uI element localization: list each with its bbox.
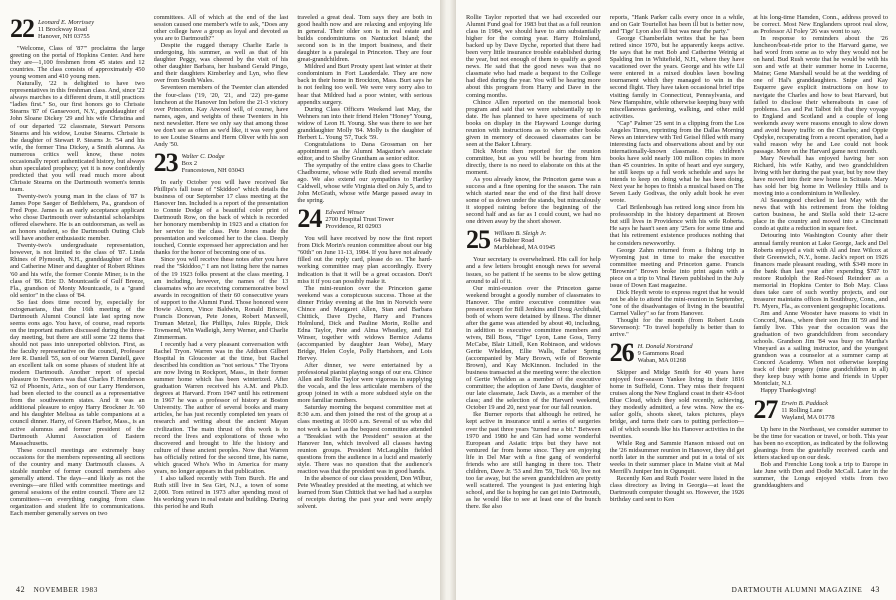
class-secretary-address xyxy=(38,18,94,40)
city: Marblehead, MA 01945 xyxy=(494,244,556,252)
issue-date: NOVEMBER 1983 xyxy=(33,586,98,594)
paragraph: Detouring into Washington County after their annual family reunion at Lake George, Jack and Del Roberts enjoyed a visit with Al and Inez Wilcox at their Greenwich, N.Y., home. Jack's report on 1926 finances made pleasant reading, with $349 more in the bank than last year after expending $787 to restore Rudolph the Red-Nosed Reindeer as a memorial in Hopkins Center to Bob May. Class dues take care of such worthy projects, and our treasurer maintains offices in Southbury, Conn., and Ft. Myers, Fla., as convenient geographic locations. xyxy=(753,232,889,310)
paragraph: While Reg and Sammie Hanson missed out on the '26 midsummer reunion in Hanover, they did get north later in the summer and put in a total of six weeks in their summer place in Maine visit at Mal Merrill's Juniper Inn in Ogunquit. xyxy=(609,439,745,475)
left-page xyxy=(0,0,440,600)
secretary-name: H. Donald Norstrand xyxy=(637,343,693,351)
class-header-22 xyxy=(10,14,145,43)
paragraph: Rollie Taylor reported that we had exceeded our Alumni Fund goal for 1983 but that as a full reunion class in 1984, we should have to aim substantially higher for the coming year. Harry Holmlund, backed up by Dave Dyche, reported that there had been very little insurance trouble established during the year, but not enough of them to qualify as good news. He said that the good news was that no classmate who had made a bequest to the College had died during the year. You will be hearing more about this program from Harry and Dave in the coming months. xyxy=(466,14,601,99)
right-page xyxy=(456,0,896,600)
paragraph: Twenty-two's young man in the class of '87 is James Pope Saeger of Bethlehem, Pa., grandson of Fred Pope. James is an early acceptance applicant who chose Dartmouth over substantial scholarships offered elsewhere. He is an outdoorsman, as well as an honors student, so the Dartmouth Outing Club will have another enthusiastic member. xyxy=(10,192,145,243)
paragraph: Despite the rugged therapy Charlie Earle is undergoing, his summer, as well as that of his daughter Peggy, was cheered by the visit of his other daughter Barbara, her husband Gerald Pingo, and their daughters Kimberley and Lyn, who flew over from South Wales. xyxy=(153,42,289,85)
street: 11 Rolling Lane xyxy=(781,406,823,414)
paragraph: "Cap" Palmer '25 sent in a clipping from the Los Angeles Times, reprinting from the Dallas Morning News an interview with Ted Geisel filled with many interesting facts and observations about and by our internationally-known classmate. His children's books have sold nearly 100 million copies in more than 45 countries. In spite of heart and eye surgery, he still keeps up a full work schedule and says he intends to keep on doing what he has been doing. Next year he hopes to finish a musical based on The Seven Lady Godivas, the only adult book he ever wrote. xyxy=(609,119,745,205)
paragraph: I also talked recently with Tom Burch. He and Ruth still live in Sea Girt, N.J., a town of some 2,000. Tom retired in 1973 after spending most of his working years in real estate and building. During this period he and Ruth xyxy=(153,474,289,511)
paragraph: "Welcome, Class of '87'" proclaims the large greeting on the portal of Hopkins Center. And here they are—1,100 freshmen from 45 states and 12 countries. The class consists of approximately 450 young women and 410 young men. xyxy=(10,45,145,81)
paragraph-list xyxy=(154,14,289,148)
page-footer-left xyxy=(10,585,98,594)
class-number: 24 xyxy=(297,204,322,234)
class-secretary-address xyxy=(325,208,394,230)
paragraph-list xyxy=(610,14,745,338)
binding-gutter xyxy=(440,0,456,600)
secretary-name: William B. Sleigh Jr. xyxy=(494,230,547,238)
paragraph: As you already know, the Princeton game was a success and a fine opening for the season. The rain which started near the end of the first half drove some of us down under the stands, but miraculously it stopped raining before the beginning of the second half and as far as I could count, we had no one driven away by the short shower. xyxy=(466,176,601,226)
paragraph: Jim and Anne Wooster have reasons to visit in Concord, Mass., where their son Jim III '59 and his family live. This year the occasion was the graduation of two grandchildren from secondary schools. Grandson Jim '84 was busy on Martha's Vineyard as a sailing instructor, and the youngest grandson was a counselor at a summer camp at Concord Academy. When not otherwise keeping track of their progeny (nine grandchildren in all) they keep busy with home and friends in Upper Montclair, N.J. xyxy=(753,309,889,388)
paragraph: Skipper and Midge Smith for 40 years have enjoyed four-season Yankee living in their 1816 home in Suffield, Conn. They miss their frequent cruises along the New England coast in their 43-foot Blue Cloud, which they sold recently, achieving, they modestly admitted, a few wins. Now the ex-sailor golfs, shoots skeet, takes pictures, plays bridge, and turns their cars to putting perfection—all of which sounds like his Hanover activities in the twenties. xyxy=(609,369,745,440)
class-number: 23 xyxy=(153,147,178,177)
paragraph: Your secretary is overwhelmed. His call for help and a few letters brought enough news for several issues, so be patient if he seems to be slow getting around to all of it. xyxy=(466,256,601,285)
paragraph: Naturally, '22 is delighted to have two representatives in this freshman class. And, since '22 always marches to a different drum, it still practices "ladies first." So, our first honors go to Chrissie Stearns '87 of Gansevoort, N.Y., granddaughter of John Sloane Dickey '29 and his wife Christina and of our departed '22 classmate, Stewart Persons Stearns and his widow, Louise Stearns. Chrissie is the daughter of Stewart P. Stearns Jr. '54 and his wife, the former Tina Dickey, a Smith alumna. As numerous critics well know, these notes occasionally report authenticated history, but always shun speculated prophecy; yet it is now confidently predicted that you will read much more about Chrissie Stearns on the Dartmouth women's tennis team. xyxy=(10,80,145,193)
paragraph-list xyxy=(753,14,888,395)
class-secretary-address xyxy=(781,399,834,421)
street: 2700 Hospital Trust Tower xyxy=(325,216,394,224)
paragraph-list xyxy=(610,369,745,503)
paragraph: Happy Thanksgiving! xyxy=(760,387,817,395)
street: 64 Bubier Road xyxy=(494,237,535,245)
street: 9 Gammons Road xyxy=(637,350,684,358)
paragraph: These council meetings are extremely busy occasions for the members representing all sections of the country and many Dartmouth classes. A sizable number of former council members also generally attend. The days—and likely as not the evenings—are filled with committee meetings and general sessions of the entire council. There are 12 committees—on everything ranging from class organization and student life to communications. Each member generally serves on two xyxy=(10,446,145,518)
city: Providence, RI 02903 xyxy=(325,223,382,231)
paragraph: Mildred and Burt Prouty spent last winter at their condominium in Fort Lauderdale. They are now back in their home in Brockton, Mass. Burt says he is not feeling too well. We were very sorry also to hear that Mildred had a poor winter, with serious appendix surgery. xyxy=(297,63,433,106)
paragraph: Saturday morning the bequest committee met at 8:30 a.m. and then joined the rest of the group at a class meeting at 10:00 a.m. Several of us who did not work as hard as the bequest committee attended a "Breakfast with the President" session at the Hanover Inn, which involved all classes having reunion groups. President McLaughlin fielded questions from the audience in a lucid and masterly style. There was no question that the audience's reaction was that the president was in good hands. xyxy=(297,404,433,475)
paragraph: Seventeen members of the Twenter clan attended the four-class ('19, '20, '21, and '22) pre-game luncheon at the Hanover Inn before the 21-3 victory over Princeton. Kay Atwood will, of course, have names, ages, and weights of these Twenters in his next newsletter. Here we only say that among those we don't see as often as we'd like, it was very good to see Louise Stearns and Herm Oliver with his son Andy '50. xyxy=(153,84,289,148)
paragraph: Bob and Frenchie Long took a trip to Europe in late June with Don and Dodie McCall. Later in the summer, the Longs enjoyed visits from two granddaughters and xyxy=(753,460,889,489)
class-number: 22 xyxy=(10,14,34,43)
column-4 xyxy=(466,14,601,576)
paragraph: at his long-time Hamden, Conn., address proved to be correct. Most New Englanders uproot real slow, as Professor Al Foley '26 was wont to say. xyxy=(753,14,889,36)
city: Waban, MA 01268 xyxy=(637,357,686,365)
city: Wayland, MA 01778 xyxy=(781,413,835,421)
paragraph: Mary Newhall has enjoyed having her son Richard, his wife Kathy, and two grandchildren living with her during the past year, but by now they have moved into their new home in Scituate. Mary has sold her big home in Wellesley Hills and is moving into a condominium in Wellesley. xyxy=(753,154,889,198)
paragraph: I recently had a very pleasant conversation with Rachel Tryon. Warren was in the Addison Gilbert Hospital in Gloucester at the time, but Rachel described his condition as "not serious." The Tryons are now living in Rockport, Mass., in their former summer home which has been winterized. After graduation Warren received his A.M. and Ph.D. degrees at Harvard. From 1947 until his retirement in 1967 he was a professor of history at Boston University. The author of several books and many articles, he has just recently completed ten years of research and writing about the ancient Mayan civilization. The main thrust of this work is to record the lives and explorations of those who discovered and brought to life the history and culture of these ancient peoples. Now that Warren has officially retired for the second time, his name, which graced Who's Who in America for many years, no longer appears in that publication. xyxy=(153,340,289,475)
paragraph: In the absence of our class president, Don Wilbur, Pete Wheatley presided at the meeting, at which we learned from Stan Chittick that we had had a surplus of receipts during the past year and were amply solvent. xyxy=(297,474,433,511)
paragraph: You will have received by now the first report from Dick Morin's reunion committee about our big "60th" on June 11-13, 1984. If you have not already filled out the reply card, please do so. The hard-working committee may plan accordingly. Every indication is that it will be a great occasion. Don't miss it if you can possibly make it. xyxy=(297,235,433,285)
paragraph: committees. All of which at the end of the last session caused one member's wife to ask, "Does any other college have a group as loyal and devoted as you are to Dartmouth?" xyxy=(153,14,289,43)
paragraph: Carl Brilenbough has retired long since from his professorship in the history department at Brown but still lives in Providence with his wife Roberta. He says he hasn't seen any '25ers for some time and that his retirement existence produces nothing that he considers newsworthy. xyxy=(609,204,745,247)
column-6 xyxy=(753,14,888,576)
paragraph: In response to reminders about the '26 luncheon/boat-ride prior to the Harvard game, we had word from some as to why they would not be on hand. Bud Rush wrote that he would be with his son and wife at their summer home in Lucerne, Maine; Gene Marshall would be at the wedding of one of Hal's granddaughters. Snipe and Kay Esquerre gave explicit instructions on how to navigate the Charles and how to beat Harvard, but failed to disclose their whereabouts in case of problems. Les and Pat Talbot felt that they voyage to England and Scotland and a couple of long weekends away were reasons enough to slow down and avoid heavy traffic on the Charles; and Oppie Opdyke, recuperating from a recent operation, had a valid reason why he and Lee could not book passage. More on the Harvard game next month. xyxy=(753,35,889,155)
paragraph-list xyxy=(753,426,888,489)
paragraph-list xyxy=(154,179,289,510)
street: Box 2 xyxy=(181,159,198,167)
paragraph-list xyxy=(466,256,601,510)
class-secretary-address xyxy=(494,229,555,251)
page-footer-right xyxy=(732,585,886,594)
class-number: 26 xyxy=(609,338,634,368)
paragraph: After dinner, we were entertained by a professional pianist playing songs of our era. Chince Allen and Rollie Taylor were vigorous in supplying the vocals, and the less articulate members of the group joined in with a more subdued style on the more familiar numbers. xyxy=(297,362,433,405)
paragraph: George Chamberlain writes that he has been retired since 1970, but he apparently keeps active. He says that he met Bob and Catherine Weinig at Spalding Inn in Whitefield, N.H., where they have vacationed over the years. George and his wife Lil were entered in a mixed doubles lawn bowling tournament which they managed to win in the second flight. They have taken occasional brief trips visiting family in Connecticut, Pennsylvania, and New Hampshire, while otherwise keeping busy with miscellaneous gardening, walking, and other mild activities. xyxy=(609,35,745,120)
street: 11 Brockway Road xyxy=(38,26,88,33)
paragraph: reports, "Hank Parker calls every once in a while, and on Gair Tourtellot has been ill but is better now, and 'Tige' Lyon also ill but was near the party." xyxy=(609,14,745,36)
secretary-name: Erwin B. Padduck xyxy=(781,399,829,407)
paragraph: Dick Heydt wrote to express regret that he would not be able to attend the mini-reunion in September, "one of the disadvantages of living in the beautiful Carmel Valley" so far from Hanover. xyxy=(609,288,745,317)
paragraph: traveled a great deal. Tom says they are both in good health now and are relaxing and enjoying life in general. Their older son is in real estate and builds condominiums on Nantucket Island; the second son is in the import business, and their daughter is a paralegal in Princeton. They are four great-grandchildren. xyxy=(297,14,433,64)
paragraph: Since you will receive these notes after you have read the "Skiddoo," I am not listing here the names of the 19 1923 folks present at the class meeting. I am including, however, the names of the 13 classmates who are receiving commemorative bowl awards in recognition of their 60 consecutive years of support to the Alumni Fund. Those honored were Howie Alcorn, Vince Baldwin, Ronald Briscoe, Francis Donovan, Pete Jones, Robert Maxwell, Truman Metzel, Ike Phillips, Jules Ripple, Dick Townsend, Win Wadleigh, Jerry Werner, and Charlie Zimmerman. xyxy=(153,256,289,341)
paragraph: Twenty-two's undergraduate representation, however, is not limited to the class of '87. Linda Rhines of Plymouth, N.H., granddaughter of Stan and Catherine Miner and daughter of Robert Rhines '60 and his wife, the former Connie Miner, is in the class of '86. Eric D. Mountcastle of Gulf Breeze, Fla., grandson of Monty Mountcastle, is a "grand old senior" in the class of '84. xyxy=(10,242,145,299)
column-2 xyxy=(154,14,289,576)
paragraph: So fast does time record by, especially for octogenarians, that the 16th meeting of the Dartmouth Alumni Council late last spring now seems eons ago. You have, of course, read reports on the important matters discussed during the three-day meeting, but there are still some '22 items that should not pass into unreported oblivion. First, as the faculty representative on the council, Professor Jere R. Daniell '55, son of our Warren Daniell, gave an excellent talk on some phases of student life at modern Dartmouth. Another report of special pleasure to Twenters was that Charles F. Henderson '62 of Phoenix, Ariz., son of our Larry Henderson, had been elected to the council as a representative from the southwestern states. And it was an additional pleasure to enjoy Harry Brockner Jr. '60 and his daughter Melissa as table companions at a council dinner. Harry, of Green Harbor, Mass., is an active alumnus and former president of the Dartmouth Alumni Association of Eastern Massachusetts. xyxy=(10,298,145,447)
paragraph: In early October you will have received Ike Phillips's fall issue of "Skiddoo" which details the business of our September 17 class meeting at the Hanover Inn. Included is a report of the presentation to Connie Dodge of a beautiful color print of Dartmouth Row, on the back of which is recorded her honorary membership in 1923 and a citation for her service to the class. Pete Jones made the presentation and welcomed her to the class. Deeply touched, Connie expressed her appreciation and her thanks for the honor of becoming one of us. xyxy=(153,178,289,257)
paragraph: Congratulations to Dana Grossman on her appointment as the Alumni Magazine's associate editor, and to Shelby Grantham as senior editor. xyxy=(297,140,433,162)
paragraph: The sympathy of the entire class goes to Charlie Chadbourne, whose wife Ruth died several months ago. We also extend our sympathies to Hartley Caldwell, whose wife Virginia died on July 5, and to John McGrath, whose wife Marge passed away in the spring. xyxy=(297,161,433,205)
page-number: 43 xyxy=(870,585,880,594)
paragraph: George Zahm returned from a fishing trip in Wyoming just in time to make the executive committee meeting and Princeton game. Francis "Brownie" Brown broke into print again with a piece on a trip to Vinal Haven published in the July issue of Down East magazine. xyxy=(609,246,745,289)
paragraph-list xyxy=(297,235,432,510)
class-secretary-address xyxy=(638,342,693,364)
paragraph: Thought for the month (from Robert Louis Stevenson): "To travel hopefully is better than to arrive." xyxy=(609,317,745,339)
secretary-name: Leonard E. Morrissey xyxy=(38,19,95,26)
class-header-26 xyxy=(609,338,745,368)
paragraph-list xyxy=(466,14,601,225)
paragraph: The mini-reunion over the Princeton game weekend was a conspicuous success. Those at the dinner Friday evening at the Inn in Norwich were Chince and Margaret Allen, Stan and Barbara Chittick, Dave Dyche, Harry and Frances Holmlund, Dick and Pauline Morin, Rollie and Edna Taylor, Pete and Alma Wheatley, and Ed Winser, together with widows Bernice Adams (accompanied by daughter Jean Webe), Mary Bridge, Helen Coyle, Polly Hartshorn, and Lois Hervey. xyxy=(297,284,433,363)
class-header-27 xyxy=(753,394,888,424)
column-5 xyxy=(610,14,745,576)
secretary-name: Edward Winser xyxy=(325,209,365,217)
paragraph: Al Seasongood checked in last May with the news that with his retirement from the folding carton business, he and Stella sold their 12-acre place in the country and moved into a Cincinnati condo at quite a reduction in square feet. xyxy=(753,197,889,233)
paragraph: Chince Allen reported on the memorial book program and said that we were substantially up to date. He has planned to have specimens of such books on display in the Hayward Lounge during reunion with instructions as to where other books given in memory of deceased classmates can be seen at the Baker Library. xyxy=(466,98,601,148)
paragraph: Up here in the Northeast, we consider summer to be the time for vacation or travel, or both. This year has been no exception, as indicated by the following gleanings from the gratefully received cards and letters stacked up on our desk. xyxy=(753,425,889,461)
magazine-name: DARTMOUTH ALUMNI MAGAZINE xyxy=(731,586,863,594)
paragraph: Our mini-reunion over the Princeton game weekend brought a goodly number of classmates to Hanover. The entire executive committee was present except for Bill Jenkins and Doug Archibald, both of whom were detained by illness. The dinner after the game was attended by about 40, including, in addition to executive committee members and wives, Bill Boss, "Tige" Lyon, Lane Goss, Terry McCabe, Blair Littell, Ken Robinson, and widows Gertie Whelden, Ellie Walls, Esther Spring (accompanied by Mary Brown, wife of Brownie Brown), and Kay McKinnon. Included in the business transacted at the meeting were: the election of Gertie Whelden as a member of the executive committee; the adoption of Jane Davis, daughter of our late classmate, Jack Davis, as a member of the class; and the selection of the Harvard weekend, October 19 and 20, next year for our fall reunion. xyxy=(466,284,601,412)
paragraph: Ike Burner reports that although he retired, he kept active in insurance until a series of surgeries over the past three years "turned me a bit." Between 1970 and 1980 he and Gin had some wonderful European and Asiatic trips but they have not ventured far from home since. They are enjoying life in Del Mar with a fine gang of wonderful friends who are still hanging in there too. Their children, Dave Jr. '53 and Jim '59, Tuck '60, live not too far away, but the seven grandchildren are pretty well scattered. The youngest is just entering high school, and Ike is hoping he can get into Dartmouth, as he would like to see at least one of the bunch there. Ike also xyxy=(466,411,601,511)
city: Hanover, NH 03755 xyxy=(38,33,90,40)
class-number: 25 xyxy=(466,225,490,255)
paragraph-list xyxy=(10,45,145,517)
column-1 xyxy=(10,14,145,576)
paragraph: Recently Ken and Ruth Foster were listed in the class directory as living in Georgia—at least the Dartmouth computer thought so. However, the 1926 birthday card sent to Ken xyxy=(609,474,745,503)
class-header-23 xyxy=(153,147,289,177)
page-number: 42 xyxy=(16,585,26,594)
paragraph-list xyxy=(297,14,432,204)
city: Francestown, NH 03043 xyxy=(181,166,245,174)
class-number: 27 xyxy=(753,394,778,424)
column-3 xyxy=(297,14,432,576)
class-header-24 xyxy=(297,204,432,234)
class-header-25 xyxy=(466,225,601,255)
paragraph: During Class Officers Weekend last May, the Wehners ran into their friend Helen "Honey" Young, widow of Leon H. Young. She was there to see her granddaughter Molly '84. Molly is the daughter of Herbert L. Young '57, Tuck '59. xyxy=(297,105,433,141)
paragraph: Dick Morin then reported for the reunion committee, but as you will be hearing from him directly, there is no need to elaborate on this at the moment. xyxy=(466,147,601,177)
class-secretary-address xyxy=(182,152,245,174)
secretary-name: Walter C. Dodge xyxy=(181,152,225,160)
